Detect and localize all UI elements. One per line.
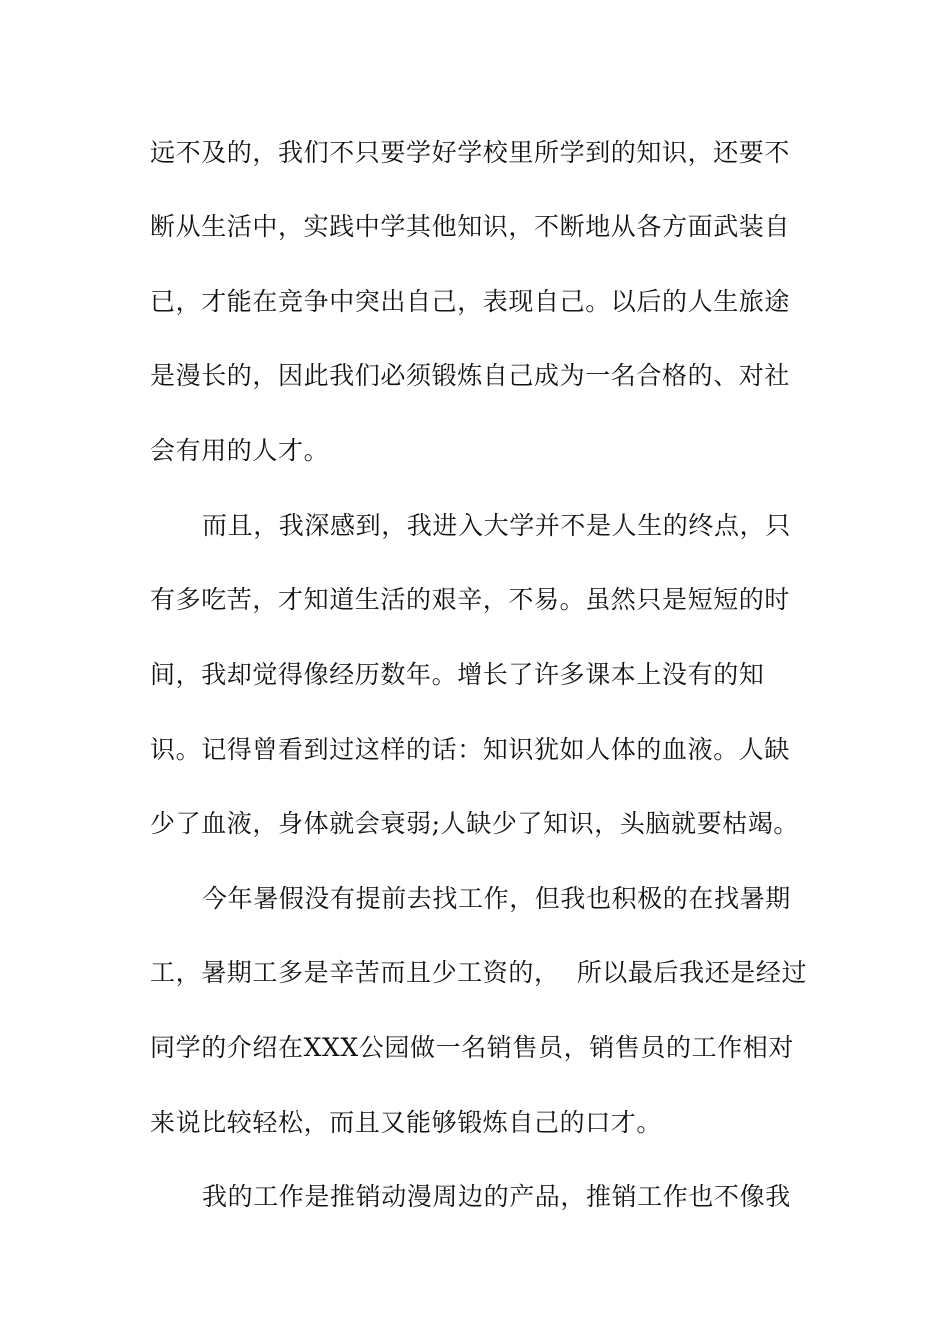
text-line: 工，暑期工多是辛苦而且少工资的， 所以最后我还是经过 — [150, 958, 808, 987]
text-line: 是漫长的，因此我们必须锻炼自己成为一名合格的、对社 — [150, 361, 791, 390]
text-line: 断从生活中，实践中学其他知识，不断地从各方面武装自 — [150, 212, 791, 241]
text-line: 已，才能在竞争中突出自己，表现自己。以后的人生旅途 — [150, 287, 791, 316]
text-line: 间，我却觉得像经历数年。增长了许多课本上没有的知 — [150, 660, 765, 689]
text-line: 同学的介绍在XXX公园做一名销售员，销售员的工作相对 — [150, 1033, 794, 1062]
text-line: 会有用的人才。 — [150, 436, 330, 465]
text-line: 远不及的，我们不只要学好学校里所学到的知识，还要不 — [150, 138, 791, 167]
text-line: 来说比较轻松，而且又能够锻炼自己的口才。 — [150, 1108, 663, 1137]
paragraph-start-line: 我的工作是推销动漫周边的产品，推销工作也不像我 — [202, 1182, 791, 1211]
paragraph-start-line: 今年暑假没有提前去找工作，但我也积极的在找暑期 — [202, 884, 791, 913]
text-line: 识。记得曾看到过这样的话：知识犹如人体的血液。人缺 — [150, 735, 791, 764]
text-line: 少了血液，身体就会衰弱;人缺少了知识，头脑就要枯竭。 — [150, 809, 800, 838]
paragraph-start-line: 而且，我深感到，我进入大学并不是人生的终点，只 — [202, 511, 791, 540]
text-line: 有多吃苦，才知道生活的艰辛，不易。虽然只是短短的时 — [150, 585, 791, 614]
